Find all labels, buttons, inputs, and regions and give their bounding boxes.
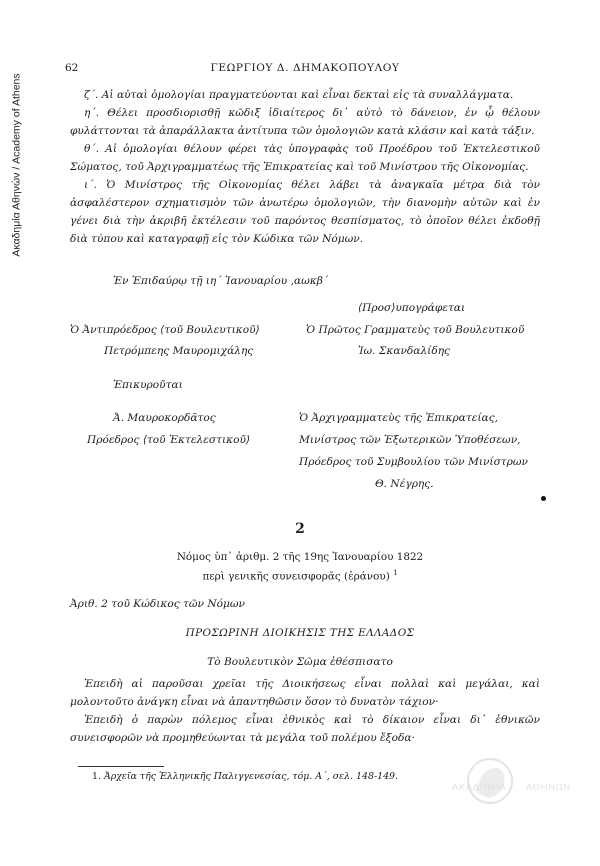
- athena-head-icon: [460, 756, 520, 806]
- government-heading: ΠΡΟΣΩΡΙΝΗ ΔΙΟΙΚΗΣΙΣ ΤΗΣ ΕΛΛΑΔΟΣ: [185, 627, 415, 639]
- footnote-rule: [78, 766, 164, 767]
- arch-secretary-name: Θ. Νέγρης.: [375, 478, 434, 490]
- ratify-label: Ἐπικυροῦται: [113, 379, 183, 391]
- archive-sidebar-label: [2, 40, 32, 290]
- code-reference: Ἀριθ. 2 τοῦ Κώδικος τῶν Νόμων: [70, 598, 245, 610]
- article-theta: θ΄. Αἱ ὁμολογίαι θέλουν φέρει τὰς ὑπογραφὰς τοῦ Προέδρου τοῦ Ἐκτελεστικοῦ Σώματος, τοῦ Ἀρχιγραμματέως τῆς Ἐπικρατείας καὶ τοῦ Μινίστρου τῆς Οἰκονομίας.: [70, 143, 540, 173]
- running-title: ΓΕΩΡΓΙΟΥ Δ. ΔΗΜΑΚΟΠΟΥΛΟΥ: [210, 62, 400, 74]
- footnote: [92, 771, 398, 782]
- section-number: 2: [295, 521, 305, 537]
- first-secretary-name: Ἰω. Σκανδαλίδης: [358, 345, 450, 357]
- footnote-reference: 1: [393, 569, 398, 577]
- watermark-left: ΑΚΑΔΗΜΙΑ: [452, 782, 507, 792]
- president-name: Ἀ. Μαυροκορδᾶτος: [113, 412, 216, 424]
- page-number: 62: [65, 62, 79, 74]
- ink-dot: [541, 496, 546, 501]
- watermark-right: ΑΘΗΝΩΝ: [526, 782, 572, 792]
- vice-president-name: Πετρόμπεης Μαυρομιχάλης: [104, 345, 254, 357]
- law-title-line1: Νόμος ὑπ᾿ ἀριθμ. 2 τῆς 19ης Ἰανουαρίου 1822: [176, 551, 424, 563]
- page-header: [65, 62, 545, 78]
- footnote-text: Ἀρχεῖα τῆς Ἑλληνικῆς Παλιγγενεσίας, τόμ. Α΄, σελ. 148-149.: [103, 771, 398, 782]
- arch-secretary-line1: Ὁ Ἀρχιγραμματεὺς τῆς Ἐπικρατείας,: [299, 412, 498, 424]
- countersign-label: ⟨Προσ⟩υπογράφεται: [358, 302, 466, 314]
- president-title: Πρόεδρος ⟨τοῦ Ἐκτελεστικοῦ⟩: [87, 434, 251, 446]
- first-secretary-title: Ὁ Πρῶτος Γραμματεὺς τοῦ Βουλευτικοῦ: [306, 324, 525, 336]
- vice-president-title: Ὁ Ἀντιπρόεδρος ⟨τοῦ Βουλευτικοῦ⟩: [70, 324, 260, 336]
- preamble-para-1: Ἐπειδὴ αἱ παροῦσαι χρεῖαι τῆς Διοικήσεως εἶναι πολλαὶ καὶ μεγάλαι, καὶ μολοντοῦτο ἀνάγκη εἶναι νὰ ἀπαντηθῶσιν ὅσον τὸ δυνατὸν τάχιον·: [70, 678, 540, 708]
- place-date-line: Ἐν Ἐπιδαύρῳ τῇ ιη΄ Ἰανουαρίου ,αωκβ΄: [113, 275, 329, 287]
- footnote-number: 1.: [92, 771, 101, 782]
- arch-secretary-line3: Πρόεδρος τοῦ Συμβουλίου τῶν Μινίστρων: [299, 456, 528, 468]
- law-title-text: περὶ γενικῆς συνεισφορᾶς (ἐράνου): [202, 570, 390, 583]
- decree-heading: Τὸ Βουλευτικὸν Σῶμα ἐθέσπισατο: [207, 656, 393, 668]
- academy-watermark: [452, 756, 572, 806]
- article-iota: ι΄. Ὁ Μινίστρος τῆς Οἰκονομίας θέλει λάβει τὰ ἀναγκαῖα μέτρα διὰ τὸν ἀσφαλέστερον σχηματισμὸν τῶν ἀνωτέρω ὁμολογιῶν, τὴν διανομὴν αὐτῶν καὶ ἐν γένει διὰ τὴν ἀκριβῆ ἐκτέλεσιν τοῦ παρόντος θεσπίσματος, τὸ ὁποῖον θέλει ἐκδοθῇ διὰ τύπου καὶ καταγραφῇ εἰς τὸν Κώδικα τῶν Νόμων.: [70, 179, 540, 245]
- article-eta: η΄. Θέλει προσδιορισθῇ κῶδιξ ἰδιαίτερος δι᾿ αὐτὸ τὸ δάνειον, ἐν ᾧ θέλουν φυλάττονται τὰ ἀπαράλλακτα ἀντίτυπα τῶν ὁμολογιῶν κατὰ κλάσιν καὶ κατὰ τάξιν.: [70, 107, 540, 137]
- article-zeta: ζ΄. Αἱ αὐταὶ ὁμολογίαι πραγματεύονται καὶ εἶναι δεκταὶ εἰς τὰ συναλλάγματα.: [84, 89, 514, 101]
- law-title-line2: [0, 569, 600, 582]
- arch-secretary-line2: Μινίστρος τῶν Ἐξωτερικῶν Ὑποθέσεων,: [299, 434, 521, 446]
- archive-sidebar-text: Ακαδημία Αθηνών / Academy of Athens: [11, 73, 23, 257]
- preamble-para-2: Ἐπειδὴ ὁ παρὼν πόλεμος εἶναι ἐθνικὸς καὶ τὸ δίκαιον εἶναι δι᾿ ἐθνικῶν συνεισφορῶν νὰ προμηθεύωνται τὰ μεγάλα τοῦ πολέμου ἔξοδα·: [70, 714, 540, 744]
